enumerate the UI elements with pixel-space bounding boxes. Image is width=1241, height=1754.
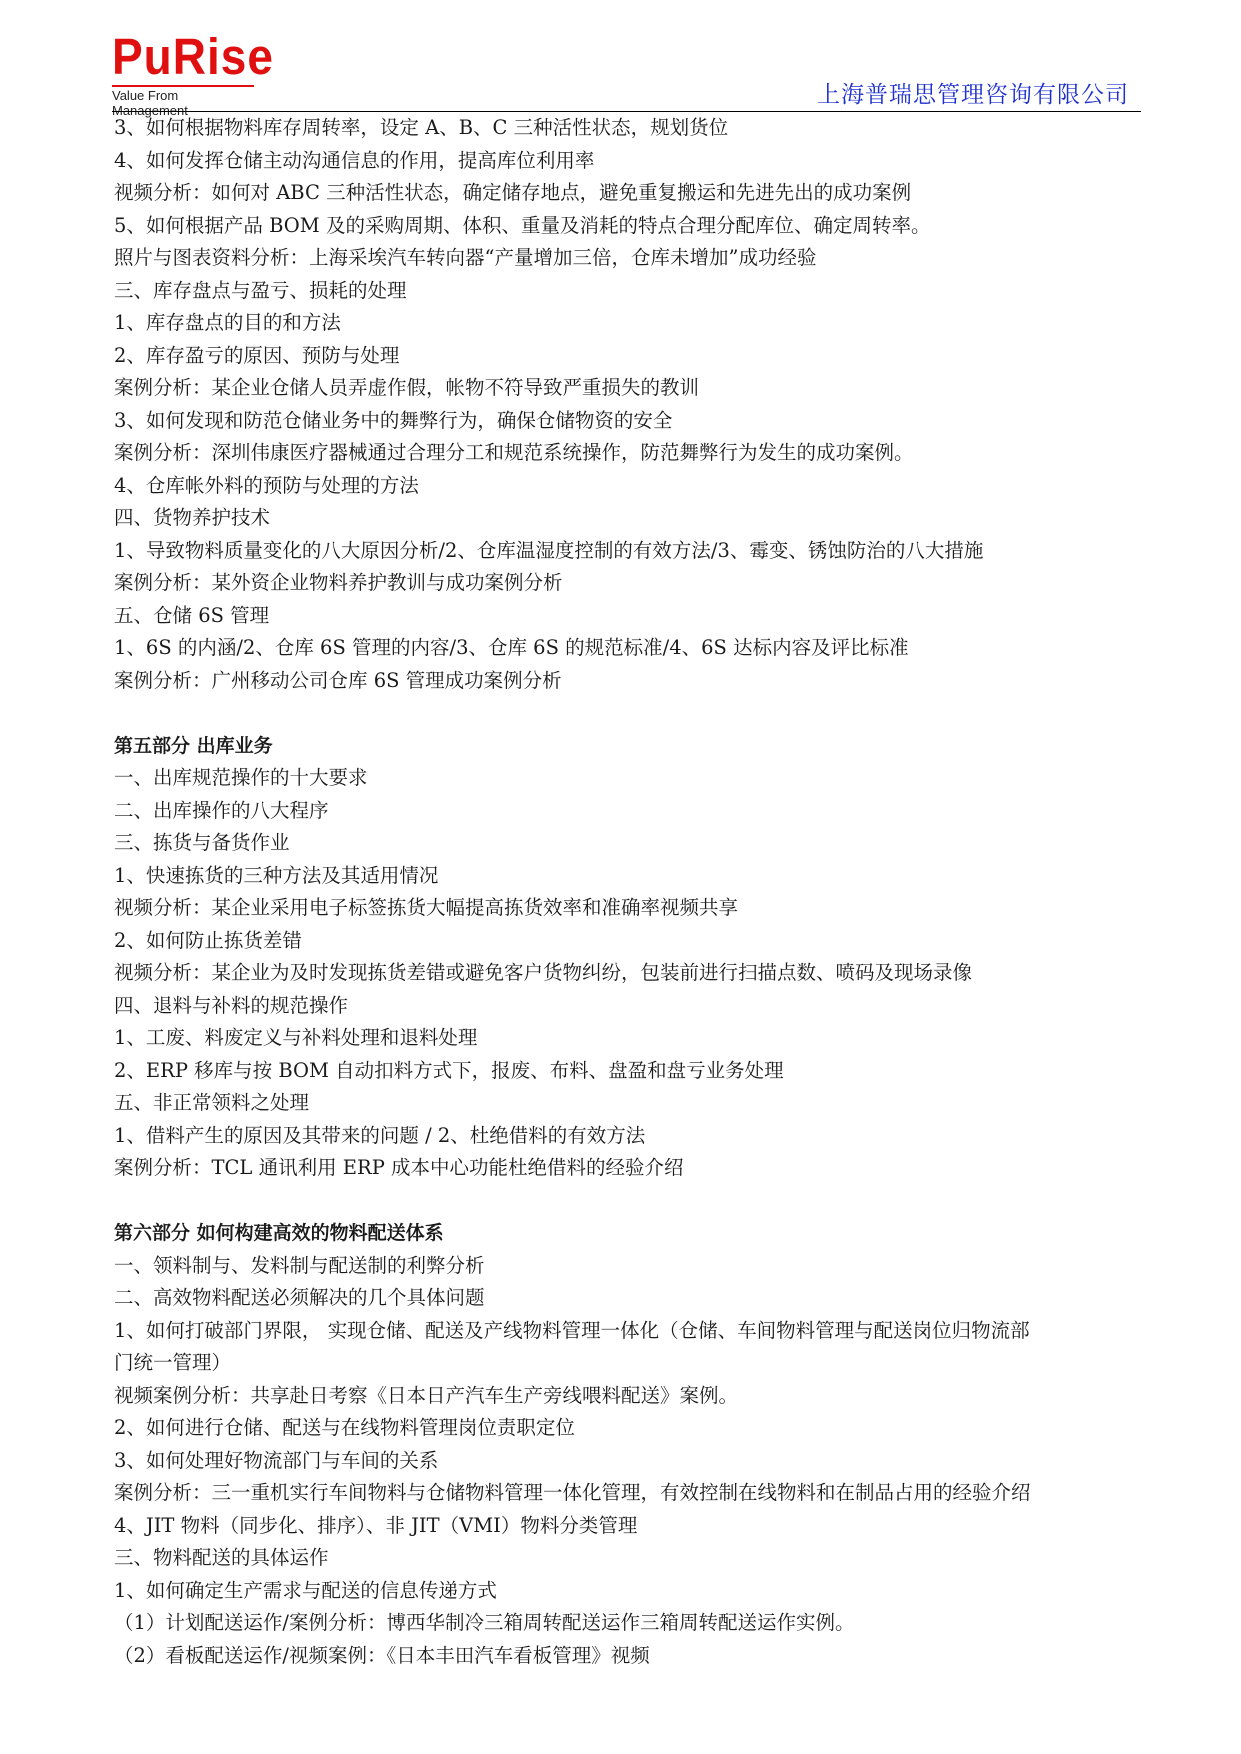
purise-logo (112, 27, 274, 118)
text-line: （1）计划配送运作/案例分析：博西华制冷三箱周转配送运作三箱周转配送运作实例。 (114, 1611, 855, 1634)
text-line: 五、非正常领料之处理 (114, 1091, 310, 1114)
text-line: 案例分析：深圳伟康医疗器械通过合理分工和规范系统操作，防范舞弊行为发生的成功案例。 (114, 441, 914, 464)
text-line: 四、货物养护技术 (114, 506, 271, 529)
text-line: 1、借料产生的原因及其带来的问题 / 2、杜绝借料的有效方法 (114, 1123, 646, 1147)
text-line: （2）看板配送运作/视频案例：《日本丰田汽车看板管理》视频 (114, 1643, 650, 1667)
section-spacer (114, 697, 1144, 730)
text-line: 案例分析：广州移动公司仓库 6S 管理成功案例分析 (114, 668, 562, 692)
section-heading: 第六部分 如何构建高效的物料配送体系 (114, 1222, 444, 1244)
company-name: 上海普瑞思管理咨询有限公司 (817, 82, 1129, 108)
text-line: 一、出库规范操作的十大要求 (114, 766, 368, 789)
text-line: 门统一管理） (114, 1351, 232, 1374)
text-line: 案例分析：三一重机实行车间物料与仓储物料管理一体化管理，有效控制在线物料和在制品占用的经验介绍 (114, 1481, 1031, 1504)
text-line: 照片与图表资料分析：上海采埃汽车转向器“产量增加三倍，仓库未增加”成功经验 (114, 246, 817, 269)
text-line: 视频分析：某企业采用电子标签拣货大幅提高拣货效率和准确率视频共享 (114, 896, 739, 919)
text-line: 3、如何根据物料库存周转率，设定 A、B、C 三种活性状态，规划货位 (114, 116, 729, 139)
page-header (112, 27, 1141, 118)
text-line: 2、如何进行仓储、配送与在线物料管理岗位责职定位 (114, 1416, 575, 1439)
text-line: 案例分析：某外资企业物料养护教训与成功案例分析 (114, 571, 563, 594)
text-line: 一、领料制与、发料制与配送制的利弊分析 (114, 1253, 485, 1277)
text-line: 视频案例分析：共享赴日考察《日本日产汽车生产旁线喂料配送》案例。 (114, 1383, 739, 1407)
text-line: 4、JIT 物料（同步化、排序）、非 JIT（VMI）物料分类管理 (114, 1513, 638, 1537)
text-line: 五、仓储 6S 管理 (114, 603, 270, 627)
text-line: 2、ERP 移库与按 BOM 自动扣料方式下，报废、布料、盘盈和盘亏业务处理 (114, 1058, 784, 1082)
text-line: 2、如何防止拣货差错 (114, 928, 302, 952)
text-line: 案例分析：TCL 通讯利用 ERP 成本中心功能杜绝借料的经验介绍 (114, 1156, 684, 1179)
text-line: 1、如何确定生产需求与配送的信息传递方式 (114, 1578, 497, 1602)
text-line: 2、库存盈亏的原因、预防与处理 (114, 343, 400, 367)
text-line: 三、库存盘点与盈亏、损耗的处理 (114, 278, 407, 302)
text-line: 3、如何发现和防范仓储业务中的舞弊行为，确保仓储物资的安全 (114, 408, 673, 432)
text-line: 视频分析：如何对 ABC 三种活性状态，确定储存地点，避免重复搬运和先进先出的成功案例 (114, 181, 912, 204)
section-heading: 第五部分 出库业务 (114, 734, 273, 757)
text-line: 4、仓库帐外料的预防与处理的方法 (114, 473, 419, 497)
text-line: 1、导致物料质量变化的八大原因分析/2、仓库温湿度控制的有效方法/3、霉变、锈蚀防治的八大措施 (114, 538, 984, 562)
text-line: 1、快速拣货的三种方法及其适用情况 (114, 863, 439, 887)
text-line: 1、如何打破部门界限， 实现仓储、配送及产线物料管理一体化（仓储、车间物料管理与配送岗位归物流部 (114, 1318, 1030, 1342)
text-line: 二、高效物料配送必须解决的几个具体问题 (114, 1286, 485, 1309)
text-line: 二、出库操作的八大程序 (114, 798, 329, 822)
text-line: 4、如何发挥仓储主动沟通信息的作用，提高库位利用率 (114, 148, 595, 172)
text-line: 三、物料配送的具体运作 (114, 1546, 329, 1569)
text-line: 1、库存盘点的目的和方法 (114, 311, 341, 334)
text-line: 5、如何根据产品 BOM 及的采购周期、体积、重量及消耗的特点合理分配库位、确定周转率。 (114, 213, 931, 237)
text-line: 1、6S 的内涵/2、仓库 6S 管理的内容/3、仓库 6S 的规范标准/4、6S 达标内容及评比标准 (114, 636, 909, 659)
text-line: 三、拣货与备货作业 (114, 831, 290, 854)
logo-tagline: Value From Management (112, 85, 254, 118)
document-body (114, 112, 1144, 1672)
text-line: 四、退料与补料的规范操作 (114, 993, 349, 1017)
text-line: 视频分析：某企业为及时发现拣货差错或避免客户货物纠纷，包装前进行扫描点数、喷码及现场录像 (114, 961, 973, 984)
text-line: 案例分析：某企业仓储人员弄虚作假，帐物不符导致严重损失的教训 (114, 376, 700, 399)
logo-wordmark: PuRise (112, 27, 274, 85)
text-line: 1、工废、料废定义与补料处理和退料处理 (114, 1026, 478, 1049)
section-spacer (114, 1185, 1144, 1218)
text-line: 3、如何处理好物流部门与车间的关系 (114, 1448, 439, 1472)
